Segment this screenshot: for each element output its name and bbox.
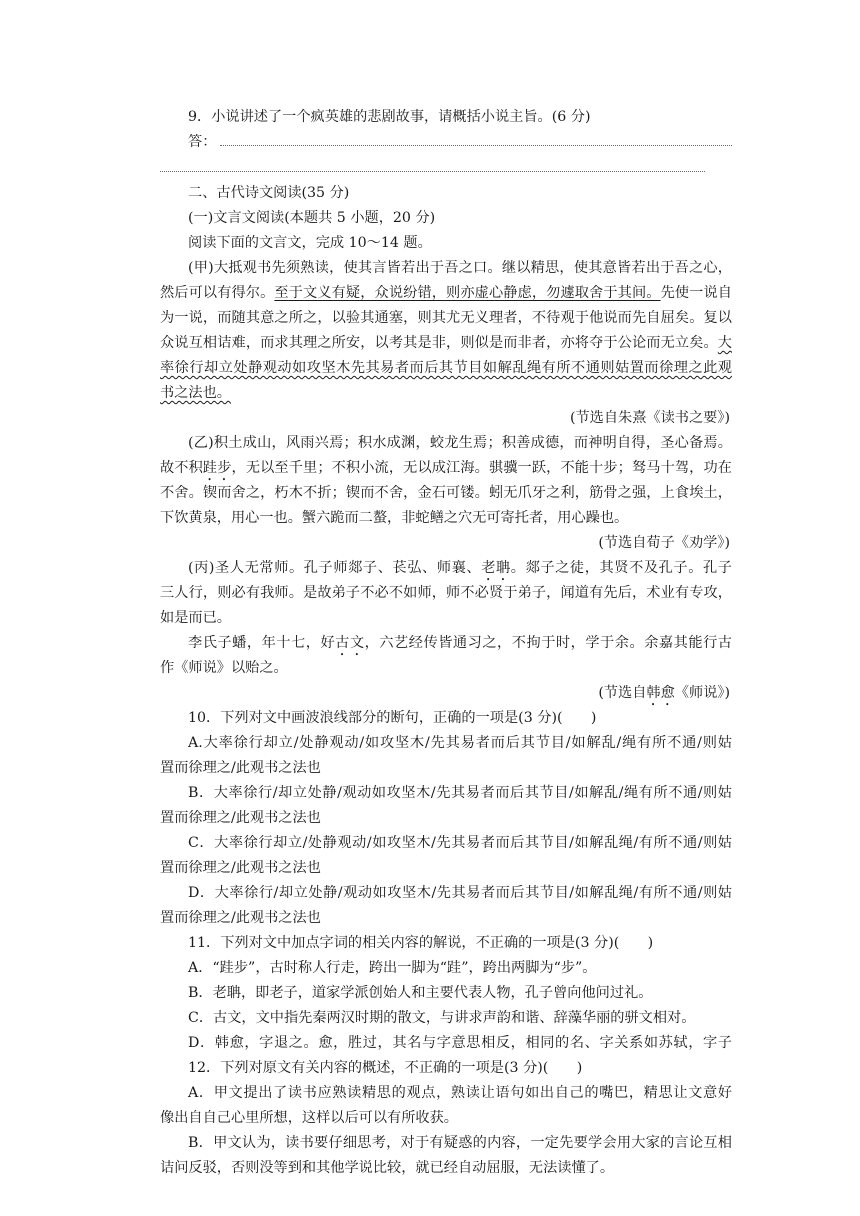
jia-line-4: 众说互相诘难，而求其理之所安，以考其是非，则似是而非者，亦将夺于公论而无立矣。大 [160,335,732,351]
bing-source: (节选自韩愈《师说》) [598,685,730,701]
yi-line-3: 不舍。锲而舍之，朽木不折；锲而不舍，金石可镂。蚓无爪牙之利，筋骨之强，上食埃土， [160,485,732,501]
section2-heading: 二、古代诗文阅读(35 分) [188,185,350,201]
bing-line-3: 如是而已。 [160,610,231,626]
q10-stem: 10．下列对文中画波浪线部分的断句，正确的一项是(3 分)( ) [188,710,597,726]
yi-line-4: 下饮黄泉，用心一也。蟹六跪而二螯，非蛇鳝之穴无可寄托者，用心躁也。 [160,510,629,526]
q10-option-b[interactable]: B．大率徐行/却立处静/观动如攻坚木/先其易者而后其节目/如解乱/绳有所不通/则姑 [188,785,732,801]
q9-answer-dotted-fill [220,131,732,146]
q9-answer-line[interactable] [160,130,732,155]
q9-answer-dotted-line[interactable] [160,155,705,172]
q9-answer-label: 答： [188,134,217,150]
section2-instruction: 阅读下面的文言文，完成 10～14 题。 [188,235,432,251]
q11-stem: 11．下列对文中加点字词的相关内容的解说，不正确的一项是(3 分)( ) [188,935,654,951]
jia-wavy-start: 大 [717,335,732,351]
q10-option-b-cont: 置而徐理之/此观书之法也 [160,810,321,826]
yi-dotted-word-kuibu: 跬步 [202,460,232,476]
q10-option-c[interactable]: C．大率徐行却立/处静观动/如攻坚木/先其易者而后其节目/如解乱绳/有所不通/则姑 [188,835,732,851]
jia-wavy-sentence: 率徐行却立处静观动如攻坚木先其易者而后其节目如解乱绳有所不通则姑置而徐理之此观 [160,360,732,376]
q11-option-d[interactable]: D．韩愈，字退之。愈，胜过，其名与字意思相反，相同的名、字关系如苏轼，字子 [188,1035,732,1051]
jia-line-2: 然后可以有得尔。至于文义有疑，众说纷错，则亦虚心静虑，勿遽取舍于其间。先使一说自 [160,285,732,301]
jia-line-5 [160,356,732,381]
bing-dotted-word-hanyu: 韩愈 [646,685,675,701]
q12-option-a[interactable]: A．甲文提出了读书应熟读精思的观点，熟读让语句如出自己的嘴巴，精思让文意好 [188,1085,732,1101]
jia-line-6 [160,381,732,406]
q11-option-c[interactable]: C．古文，文中指先秦两汉时期的散文，与讲求声韵和谐、辞藻华丽的骈文相对。 [188,1010,696,1026]
q11-option-b[interactable]: B．老聃，即老子，道家学派创始人和主要代表人物，孔子曾向他问过礼。 [188,985,653,1001]
bing-line-2: 三人行，则必有我师。是故弟子不必不如师，师不必贤于弟子，闻道有先后，术业有专攻， [160,585,732,601]
q12-stem: 12．下列对原文有关内容的概述，不正确的一项是(3 分)( ) [188,1060,583,1076]
bing-p2-line-2: 作《师说》以贻之。 [160,660,288,676]
q12-option-b-cont: 诘问反驳，否则没等到和其他学说比较，就已经自动屈服，无法读懂了。 [160,1160,615,1176]
q10-option-a[interactable]: A.大率徐行却立/处静观动/如攻坚木/先其易者而后其节目/如解乱/绳有所不通/则姑 [188,735,732,751]
jia-line-3: 为一说，而随其意之所之，以验其通塞，则其尤无义理者，不待观于他说而先自屈矣。复以 [160,310,732,326]
jia-underlined-sentence: 至于文义有疑，众说纷错，则亦虚心静虑，勿遽取舍于其间。 [274,285,661,301]
q10-option-a-cont: 置而徐理之/此观书之法也 [160,760,321,776]
q11-option-a[interactable]: A．“跬步”，古时称人行走，跨出一脚为“跬”，跨出两脚为“步”。 [188,960,597,976]
yi-line-1: (乙)积土成山，风雨兴焉；积水成渊，蛟龙生焉；积善成德，而神明自得，圣心备焉。 [188,435,732,451]
jia-wavy-end: 书之法也。 [160,385,231,401]
bing-line-1: (丙)圣人无常师。孔子师郯子、苌弘、师襄、老聃。郯子之徒，其贤不及孔子。孔子 [188,560,732,576]
section2-subheading: (一)文言文阅读(本题共 5 小题，20 分) [188,210,436,226]
bing-dotted-word-laodan: 老聃 [481,560,511,576]
jia-line-1: (甲)大抵观书先须熟读，使其言皆若出于吾之口。继以精思，使其意皆若出于吾之心， [188,260,732,276]
q10-option-d[interactable]: D．大率徐行/却立处静/观动如攻坚木/先其易者而后其节目/如解乱绳/有所不通/则姑 [188,885,732,901]
q12-option-b[interactable]: B．甲文认为，读书要仔细思考，对于有疑惑的内容，一定先要学会用大家的言论互相 [188,1135,732,1151]
q12-option-a-cont: 像出自自己心里所想，这样以后可以有所收获。 [160,1110,458,1126]
jia-source: (节选自朱熹《读书之要》) [569,410,730,426]
bing-dotted-word-guwen: 古文 [335,635,365,651]
q10-option-c-cont: 置而徐理之/此观书之法也 [160,860,321,876]
yi-line-2: 故不积跬步，无以至千里；不积小流，无以成江海。骐骥一跃，不能十步；驽马十驾，功在 [160,460,732,476]
yi-source: (节选自荀子《劝学》) [598,535,730,551]
document-body [160,105,732,1181]
bing-p2-line-1: 李氏子蟠，年十七，好古文，六艺经传皆通习之，不拘于时，学于余。余嘉其能行古 [188,635,732,651]
q9-stem: 9．小说讲述了一个疯英雄的悲剧故事，请概括小说主旨。(6 分) [188,109,591,125]
q10-option-d-cont: 置而徐理之/此观书之法也 [160,910,321,926]
